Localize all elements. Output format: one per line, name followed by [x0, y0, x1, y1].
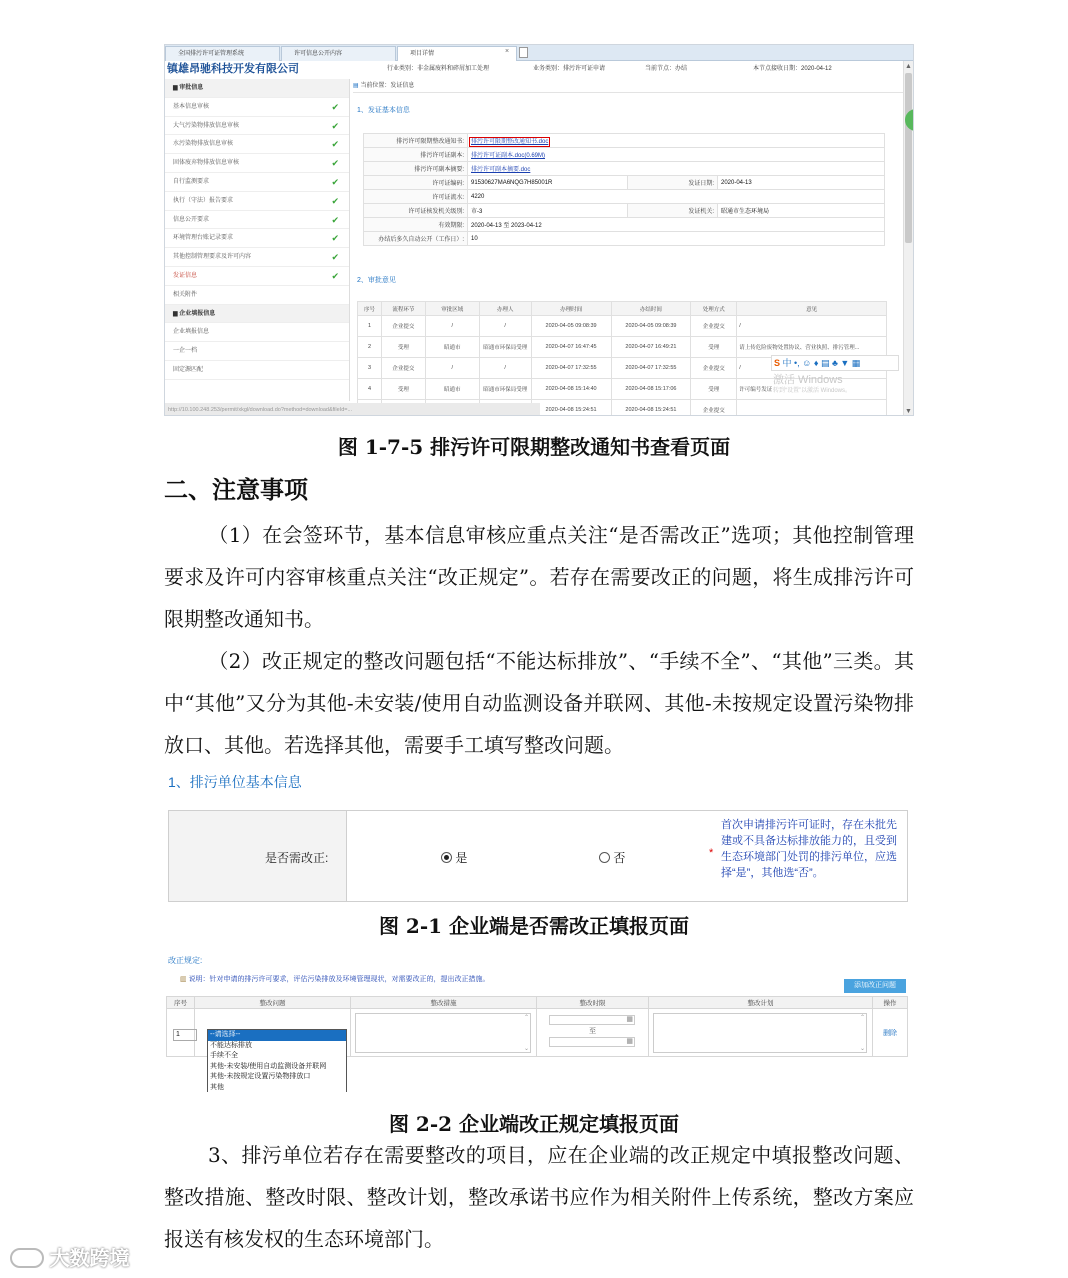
check-icon: ✔ — [331, 195, 339, 206]
sidebar-item-label: 基本信息审核 — [173, 103, 210, 110]
info-label: 许可证编码: — [364, 176, 468, 190]
dropdown-option[interactable]: --请选择-- — [208, 1030, 346, 1041]
sidebar-item-label: 水污染物排放信息审核 — [173, 141, 234, 148]
column-header: 序号 — [167, 997, 195, 1009]
dropdown-option[interactable]: 其他-未按规定设置污染物排放口 — [210, 1073, 311, 1080]
info-label: 许可证核发机关级别: — [364, 204, 468, 218]
info-value[interactable]: 排污许可限期整改通知书.doc — [468, 134, 885, 148]
sidebar-item-label: 信息公开要求 — [173, 216, 210, 223]
sidebar-item-label: 企业填报信息 — [179, 310, 216, 317]
table-row — [358, 316, 887, 337]
rules-title: 改正规定: — [168, 956, 203, 965]
info-label: 排污许可副本摘要: — [364, 162, 468, 176]
check-icon: ✔ — [331, 252, 339, 263]
sidebar-item[interactable] — [165, 286, 349, 305]
table-row — [364, 204, 885, 218]
info-value: 4220 — [468, 190, 885, 204]
table-cell: 受理 — [691, 337, 737, 358]
rectification-table — [166, 996, 908, 1091]
sidebar-item[interactable] — [165, 211, 349, 230]
vertical-scrollbar[interactable]: ▲ ▼ — [905, 63, 912, 415]
table-cell: / — [479, 316, 531, 337]
table-cell: 受理 — [381, 337, 425, 358]
sidebar-item-label: 企业填报信息 — [173, 329, 210, 336]
sidebar-item-label: 自行监测要求 — [173, 178, 210, 185]
sidebar-item[interactable] — [165, 79, 349, 98]
table-cell: 2020-04-05 09:08:39 — [611, 316, 691, 337]
status-bar: http://10.100.248.253/permit/xkgl/download.do?method=download&fileId=... — [165, 403, 540, 416]
table-row — [364, 176, 885, 190]
sidebar-item[interactable] — [165, 117, 349, 136]
figure-caption-1: 图 1-7-5 排污许可限期整改通知书查看页面 — [337, 435, 731, 459]
paragraph-1: （1）在会签环节，基本信息审核应重点关注“是否需改正”选项；其他控制管理要求及许可内容审核重点关注“改正规定”。若存在需要改正的问题，将生成排污许可限期整改通知书。 — [164, 523, 914, 631]
info-label: 排污许可证副本: — [364, 148, 468, 162]
info-label: 发证日期: — [628, 176, 718, 190]
receive-date-field: 本节点接收日期：2020-04-12 — [753, 66, 832, 72]
radio-yes[interactable] — [441, 849, 467, 866]
sidebar-item[interactable] — [165, 248, 349, 267]
table-cell: / — [737, 316, 887, 337]
folder-icon: ▆ — [173, 310, 180, 317]
table-cell: 企业提交 — [691, 358, 737, 379]
dropdown-option[interactable]: 其他-未安装/使用自动监测设备并联网 — [210, 1062, 327, 1070]
column-header: 处理方式 — [691, 302, 737, 316]
radio-checked-icon[interactable] — [441, 852, 452, 863]
check-icon: ✔ — [331, 101, 339, 112]
column-header: 整改问题 — [195, 997, 351, 1009]
info-value[interactable]: 排污许可副本摘要.doc — [468, 162, 885, 176]
check-icon: ✔ — [331, 158, 339, 169]
table-row — [364, 232, 885, 246]
column-header: 办结时间 — [611, 302, 691, 316]
table-cell: / — [479, 358, 531, 379]
table-cell — [737, 400, 887, 417]
tab-close-icon[interactable]: × — [505, 48, 510, 55]
table-cell: 2020-04-08 15:17:06 — [611, 379, 691, 400]
column-header: 序号 — [358, 302, 382, 316]
table-cell: 受理 — [381, 379, 425, 400]
end-date-input[interactable] — [549, 1037, 635, 1047]
table-cell: 4 — [358, 379, 382, 400]
table-cell: 2020-04-07 16:49:21 — [611, 337, 691, 358]
paragraph-2: （2）改正规定的整改问题包括“不能达标排放”、“手续不全”、“其他”三类。其中“其他”又分为其他-未安装/使用自动监测设备并联网、其他-未按规定设置污染物排放口、其他。若选择其他，需要手工填写整改问题。 — [164, 649, 914, 757]
brand-logo-icon — [10, 1248, 44, 1268]
table-cell: 昭通市环保局受理 — [479, 337, 531, 358]
table-cell: 2020-04-07 16:47:45 — [531, 337, 611, 358]
tab-permit-system[interactable]: 全国排污许可证管理系统 — [165, 46, 280, 61]
industry-field: 行业类别：非金属废料和碎屑加工处理 — [387, 66, 490, 72]
sidebar-item[interactable] — [165, 229, 349, 248]
info-value: 2020-04-13 至 2023-04-12 — [468, 218, 885, 232]
tab-permit-info[interactable]: 许可信息公开内容 — [281, 46, 396, 61]
sidebar-item[interactable] — [165, 135, 349, 154]
sidebar-item[interactable] — [165, 267, 349, 286]
radio-no-label: 否 — [613, 851, 626, 865]
table-cell: 昭通市环保局受理 — [479, 379, 531, 400]
calendar-icon[interactable]: ▦ — [626, 1016, 633, 1023]
info-value: 市-3 — [468, 204, 628, 218]
table-row — [167, 1009, 908, 1057]
table-cell: / — [425, 316, 479, 337]
table-cell: 企业提交 — [381, 358, 425, 379]
column-header: 整改计划 — [649, 997, 873, 1009]
table-cell: 2020-04-07 17:32:55 — [611, 358, 691, 379]
sidebar — [165, 79, 350, 401]
column-header: 意见 — [737, 302, 887, 316]
table-cell: 2020-04-08 15:24:51 — [611, 400, 691, 417]
info-label: 许可证流水: — [364, 190, 468, 204]
location-icon: ▤ — [353, 83, 361, 89]
sidebar-item-label: 发证信息 — [173, 272, 198, 279]
info-value: 昭通市生态环境局 — [718, 204, 885, 218]
radio-unchecked-icon[interactable] — [599, 852, 610, 863]
sidebar-item-label: 审批信息 — [179, 85, 204, 91]
sidebar-item[interactable] — [165, 305, 349, 324]
section-title-basic-info: 1、排污单位基本信息 — [168, 774, 302, 790]
check-icon: ✔ — [331, 270, 339, 281]
sidebar-item[interactable] — [165, 323, 349, 342]
section-title-audit: 2、审批意见 — [357, 277, 396, 284]
permit-detail-screenshot — [164, 44, 914, 416]
figure-caption-3: 图 2-2 企业端改正规定填报页面 — [388, 1112, 680, 1136]
dropdown-option[interactable]: 不能达标排放 — [210, 1041, 252, 1049]
column-header: 整改时限 — [537, 997, 649, 1009]
add-rectification-button[interactable]: 添加改正问题 — [844, 979, 906, 993]
sidebar-item-label: 执行（守法）报告要求 — [173, 197, 234, 204]
table-row — [364, 134, 885, 148]
check-icon: ✔ — [331, 214, 339, 225]
table-cell: 受理 — [691, 379, 737, 400]
column-header: 办理时间 — [531, 302, 611, 316]
ime-toolbar[interactable]: S 中 •, ☺ ♦ ▤ ♣ ▼ ▦ — [771, 355, 899, 371]
start-date-input[interactable] — [549, 1015, 635, 1025]
sidebar-item[interactable] — [165, 154, 349, 173]
column-header: 流程环节 — [381, 302, 425, 316]
form-row — [168, 810, 908, 902]
sidebar-item-label: 大气污染物排放信息审核 — [173, 122, 240, 129]
dropdown-option[interactable]: 其他 — [210, 1083, 224, 1091]
row-number-input[interactable]: 1 — [173, 1029, 197, 1041]
section-heading: 二、注意事项 — [164, 475, 308, 504]
figure-caption-2: 图 2-1 企业端是否需改正填报页面 — [378, 914, 690, 938]
sidebar-item[interactable] — [165, 361, 349, 380]
info-label: 排污许可限期整改通知书: — [364, 134, 468, 148]
sidebar-item-label: 环境管理台账记录要求 — [173, 235, 234, 242]
sidebar-item-label: 相关附件 — [173, 291, 198, 298]
table-cell: 2020-04-07 17:32:55 — [531, 358, 611, 379]
rules-note: ▥ 说明：针对申请的排污许可要求，评估污染排放及环境管理现状，对需要改正的，提出改正措施。 — [180, 976, 490, 983]
book-icon: ▥ — [180, 976, 189, 983]
column-header: 整改措施 — [351, 997, 537, 1009]
sidebar-item-label: 其他控制管理要求及许可内容 — [173, 254, 252, 261]
rectification-choice-screenshot — [164, 772, 914, 904]
new-tab-icon[interactable] — [519, 47, 528, 58]
sidebar-item[interactable] — [165, 98, 349, 117]
issue-info-table — [363, 133, 885, 246]
main-panel — [353, 79, 903, 414]
sidebar-item[interactable] — [165, 342, 349, 361]
table-cell: 3 — [358, 358, 382, 379]
paragraph-3: 3、排污单位若存在需要整改的项目，应在企业端的改正规定中填报整改问题、整改措施、整改时限、整改计划，整改承诺书应作为相关附件上传系统，整改方案应报送有核发权的生态环境部门。 — [164, 1143, 914, 1251]
table-cell: / — [737, 358, 887, 379]
sidebar-item-label: 一企一档 — [173, 348, 198, 355]
table-cell: 昭通市 — [425, 379, 479, 400]
current-node-field: 当前节点：办结 — [645, 66, 688, 72]
company-name: 镇雄昂驰科技开发有限公司 — [167, 63, 299, 75]
table-cell: 企业提交 — [381, 316, 425, 337]
radio-yes-label: 是 — [455, 851, 468, 865]
info-label: 办结后多久自动公开（工作日）: — [364, 232, 468, 246]
to-label: 至 — [589, 1028, 596, 1035]
column-header: 操作 — [873, 997, 908, 1009]
info-label: 有效期限: — [364, 218, 468, 232]
dropdown-option[interactable]: 手续不全 — [210, 1052, 238, 1059]
required-mark: * — [709, 847, 714, 859]
table-cell: 1 — [358, 316, 382, 337]
header-fields — [165, 61, 905, 77]
check-icon: ✔ — [331, 120, 339, 131]
info-label: 发证机关: — [628, 204, 718, 218]
calendar-icon[interactable]: ▦ — [626, 1038, 633, 1045]
column-header: 办理人 — [479, 302, 531, 316]
table-cell: 昭通市 — [425, 337, 479, 358]
check-icon: ✔ — [331, 176, 339, 187]
windows-watermark: 激活 Windows — [773, 374, 843, 386]
watermark-logo: 大数跨境 — [10, 1242, 130, 1271]
sidebar-item[interactable] — [165, 173, 349, 192]
browser-tab-bar — [165, 45, 914, 61]
table-cell: 2020-04-05 09:08:39 — [531, 316, 611, 337]
measures-textarea[interactable]: ⌃ ⌄ — [355, 1013, 531, 1053]
info-value: 2020-04-13 — [718, 176, 885, 190]
table-cell: / — [425, 358, 479, 379]
breadcrumb: ▤ 当前位置：发证信息 — [353, 79, 903, 93]
rectification-rules-screenshot — [164, 952, 914, 1092]
business-type-field: 业务类别：排污许可证申请 — [533, 66, 606, 72]
table-cell: 企业提交 — [691, 316, 737, 337]
tab-project-detail[interactable]: 项目详情 — [397, 46, 517, 61]
table-cell: 企业提交 — [691, 400, 737, 417]
rectify-note: 首次申请排污许可证时，存在未批先建或不具备达标排放能力的，且受到生态环境部门处罚的排污单位，应选择“是”，其他选“否”。 — [721, 819, 897, 879]
check-icon: ✔ — [331, 139, 339, 150]
radio-no[interactable] — [599, 849, 625, 866]
table-cell: 2 — [358, 337, 382, 358]
table-cell: 请上传危险废物处置协议、营业执照、排污管理... — [737, 337, 887, 358]
table-cell: 2020-04-08 15:14:40 — [531, 379, 611, 400]
info-value: 91530627MA6NQG7H85001R — [468, 176, 628, 190]
table-row — [364, 190, 885, 204]
info-value[interactable]: 排污许可证副本.doc(0.69M) — [468, 148, 885, 162]
table-row — [364, 162, 885, 176]
table-cell: 2020-04-08 15:24:51 — [531, 400, 611, 417]
delete-link[interactable]: 删除 — [883, 1029, 897, 1037]
folder-icon: ▆ — [173, 85, 180, 91]
section-title-issue-info: 1、发证基本信息 — [357, 107, 410, 114]
plan-textarea[interactable]: ⌃ ⌄ — [653, 1013, 867, 1053]
info-value: 10 — [468, 232, 885, 246]
issue-dropdown[interactable] — [207, 1029, 347, 1092]
check-icon: ✔ — [331, 233, 339, 244]
table-row — [364, 218, 885, 232]
table-cell: 许可编号发证 — [737, 379, 887, 400]
sidebar-item-label: 固体废弃物排放信息审核 — [173, 160, 240, 167]
column-header: 审批区域 — [425, 302, 479, 316]
sidebar-item[interactable] — [165, 192, 349, 211]
windows-watermark-sub: 转到“设置”以激活 Windows。 — [773, 388, 852, 394]
sidebar-item-label: 固定源匹配 — [173, 366, 204, 373]
rectify-field-label: 是否需改正: — [265, 851, 329, 865]
table-row — [364, 148, 885, 162]
